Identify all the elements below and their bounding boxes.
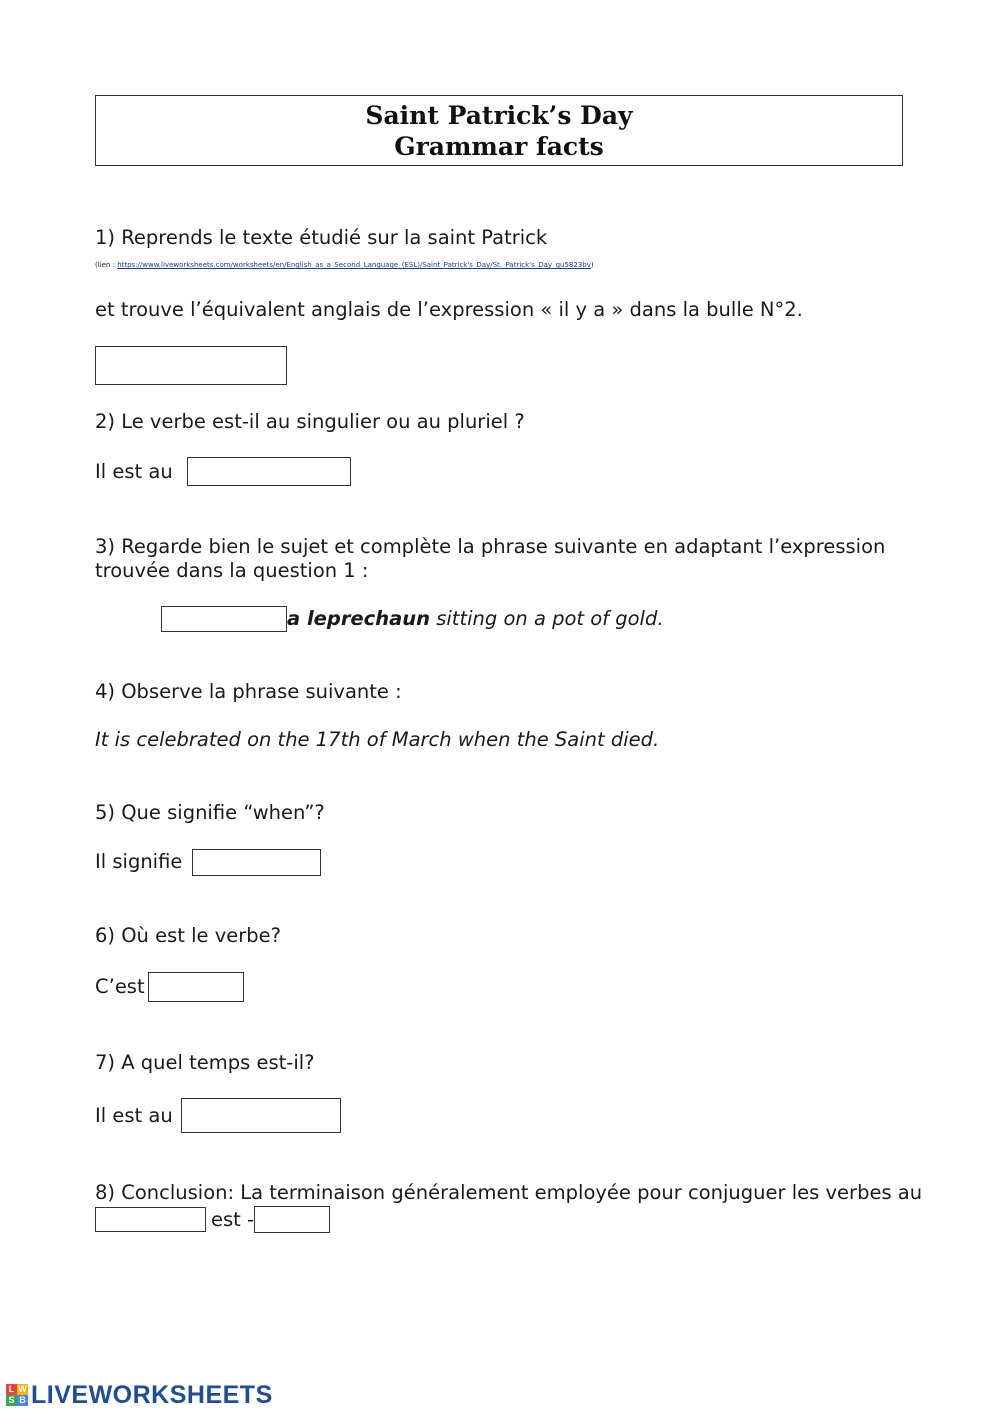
question-6-text: 6) Où est le verbe? <box>95 924 282 947</box>
source-link[interactable]: https://www.liveworksheets.com/worksheets/en/English_as_a_Second_Language_(ESL)/Saint_Patrick's_Day/St._Patrick's_Day_gu5823bv <box>117 261 591 269</box>
liveworksheets-logo-text: LIVEWORKSHEETS <box>31 1380 273 1409</box>
question-7-prefix: Il est au <box>95 1104 173 1127</box>
liveworksheets-logo-icon <box>6 1384 28 1406</box>
source-link-suffix: ) <box>590 261 594 269</box>
question-4-text: 4) Observe la phrase suivante : <box>95 680 402 703</box>
worksheet-title: Saint Patrick’s Day <box>365 101 633 130</box>
question-5-text: 5) Que signifie “when”? <box>95 801 325 824</box>
logo-mark-tile-1: L <box>6 1384 17 1395</box>
question-8-answer-field-2[interactable] <box>254 1206 330 1233</box>
question-7-text: 7) A quel temps est-il? <box>95 1051 315 1074</box>
question-8-middle: est - <box>211 1208 255 1231</box>
question-5-answer-field[interactable] <box>192 849 321 876</box>
question-3-bold-part: a leprechaun <box>287 607 431 630</box>
source-link-prefix: (lien : <box>95 261 118 269</box>
question-5-prefix: Il signifie <box>95 850 183 873</box>
question-3-line1: 3) Regarde bien le sujet et complète la phrase suivante en adaptant l’expression <box>95 535 886 558</box>
question-1-text: 1) Reprends le texte étudié sur la saint Patrick <box>95 226 548 249</box>
logo-mark-tile-3: S <box>6 1395 17 1406</box>
worksheet-subtitle: Grammar facts <box>394 132 604 161</box>
question-3-sentence <box>287 607 664 631</box>
liveworksheets-logo <box>6 1381 273 1409</box>
question-3-sentence-rest: sitting on a pot of gold. <box>430 607 664 630</box>
question-1-instruction: et trouve l’équivalent anglais de l’expression « il y a » dans la bulle N°2. <box>95 298 803 321</box>
question-7-answer-field[interactable] <box>181 1098 341 1133</box>
question-4-sentence: It is celebrated on the 17th of March when the Saint died. <box>95 728 660 751</box>
question-8-answer-field-1[interactable] <box>95 1207 206 1232</box>
logo-mark-tile-4: B <box>17 1395 28 1406</box>
question-2-text: 2) Le verbe est-il au singulier ou au pluriel ? <box>95 410 525 433</box>
logo-mark-tile-2: W <box>18 1384 27 1394</box>
question-3-line2: trouvée dans la question 1 : <box>95 559 369 582</box>
question-8-text: 8) Conclusion: La terminaison généralement employée pour conjuguer les verbes au <box>95 1181 923 1204</box>
question-1-answer-field[interactable] <box>95 346 287 385</box>
source-link-line <box>95 261 594 270</box>
question-3-answer-field[interactable] <box>161 606 287 632</box>
question-6-answer-field[interactable] <box>148 972 244 1002</box>
question-6-prefix: C’est <box>95 975 145 998</box>
question-2-answer-field[interactable] <box>187 457 351 486</box>
title-box <box>95 95 903 166</box>
question-2-prefix: Il est au <box>95 460 173 483</box>
